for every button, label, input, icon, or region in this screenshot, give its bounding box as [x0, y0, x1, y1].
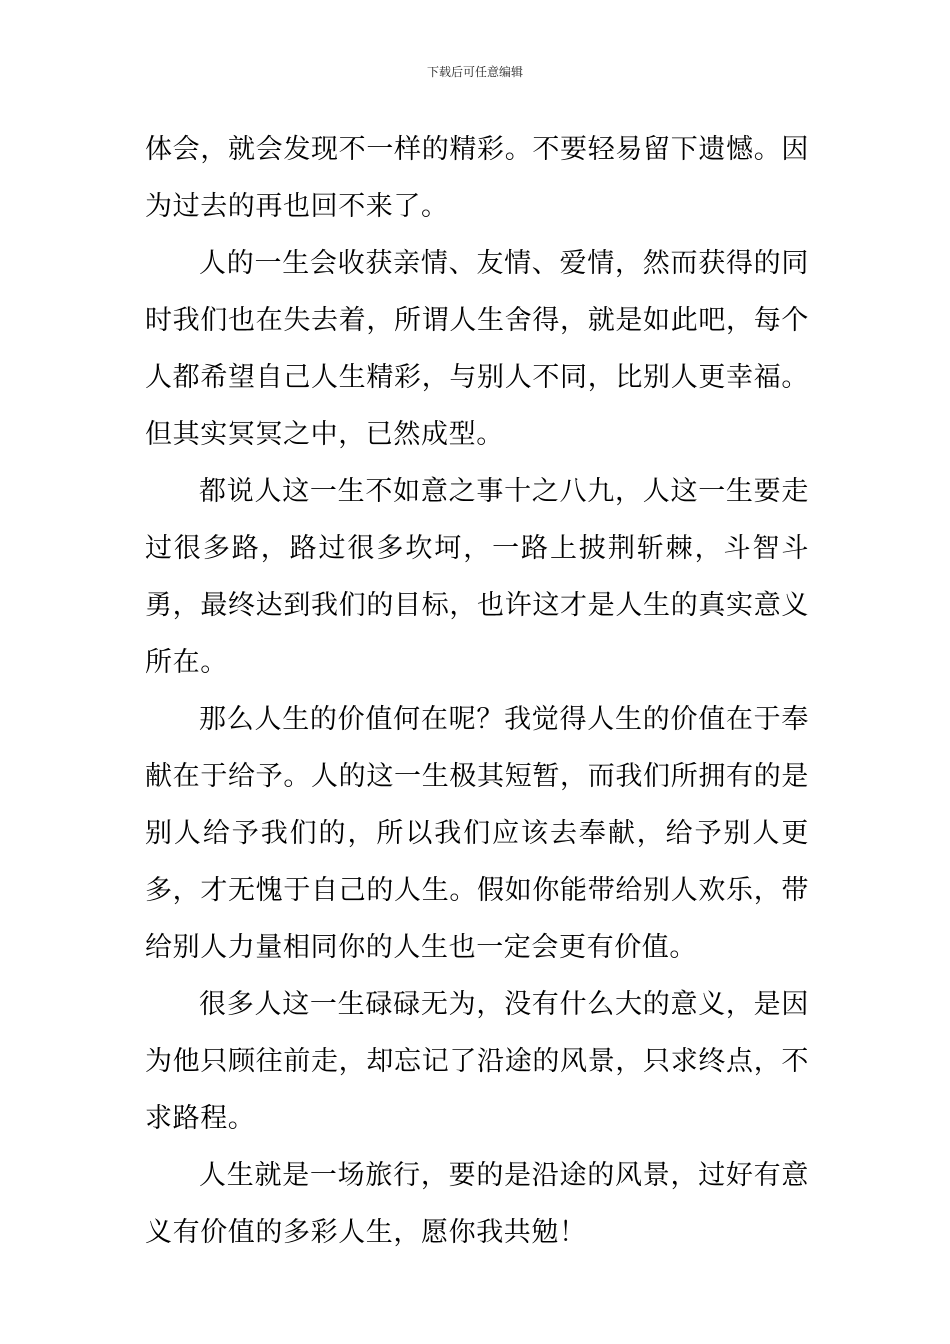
paragraph: 都说人这一生不如意之事十之八九，人这一生要走过很多路，路过很多坎坷，一路上披荆斩棘，斗智斗勇，最终达到我们的目标，也许这才是人生的真实意义所在。 [145, 476, 809, 678]
page-header: 下载后可任意编辑 [426, 65, 523, 79]
paragraph: 人的一生会收获亲情、友情、爱情，然而获得的同时我们也在失去着，所谓人生舍得，就是如此吧，每个人都希望自己人生精彩，与别人不同，比别人更幸福。但其实冥冥之中，已然成型。 [145, 248, 809, 450]
paragraph: 人生就是一场旅行，要的是沿途的风景，过好有意义有价值的多彩人生，愿你我共勉！ [145, 1160, 809, 1248]
paragraph-continuation: 体会，就会发现不一样的精彩。不要轻易留下遗憾。因为过去的再也回不来了。 [145, 134, 809, 222]
paragraph: 那么人生的价值何在呢？我觉得人生的价值在于奉献在于给予。人的这一生极其短暂，而我们所拥有的是别人给予我们的，所以我们应该去奉献，给予别人更多，才无愧于自己的人生。假如你能带给别人欢乐，带给别人力量相同你的人生也一定会更有价值。 [145, 704, 809, 963]
document-body [145, 121, 809, 1261]
paragraph: 很多人这一生碌碌无为，没有什么大的意义，是因为他只顾往前走，却忘记了沿途的风景，只求终点，不求路程。 [145, 989, 809, 1134]
